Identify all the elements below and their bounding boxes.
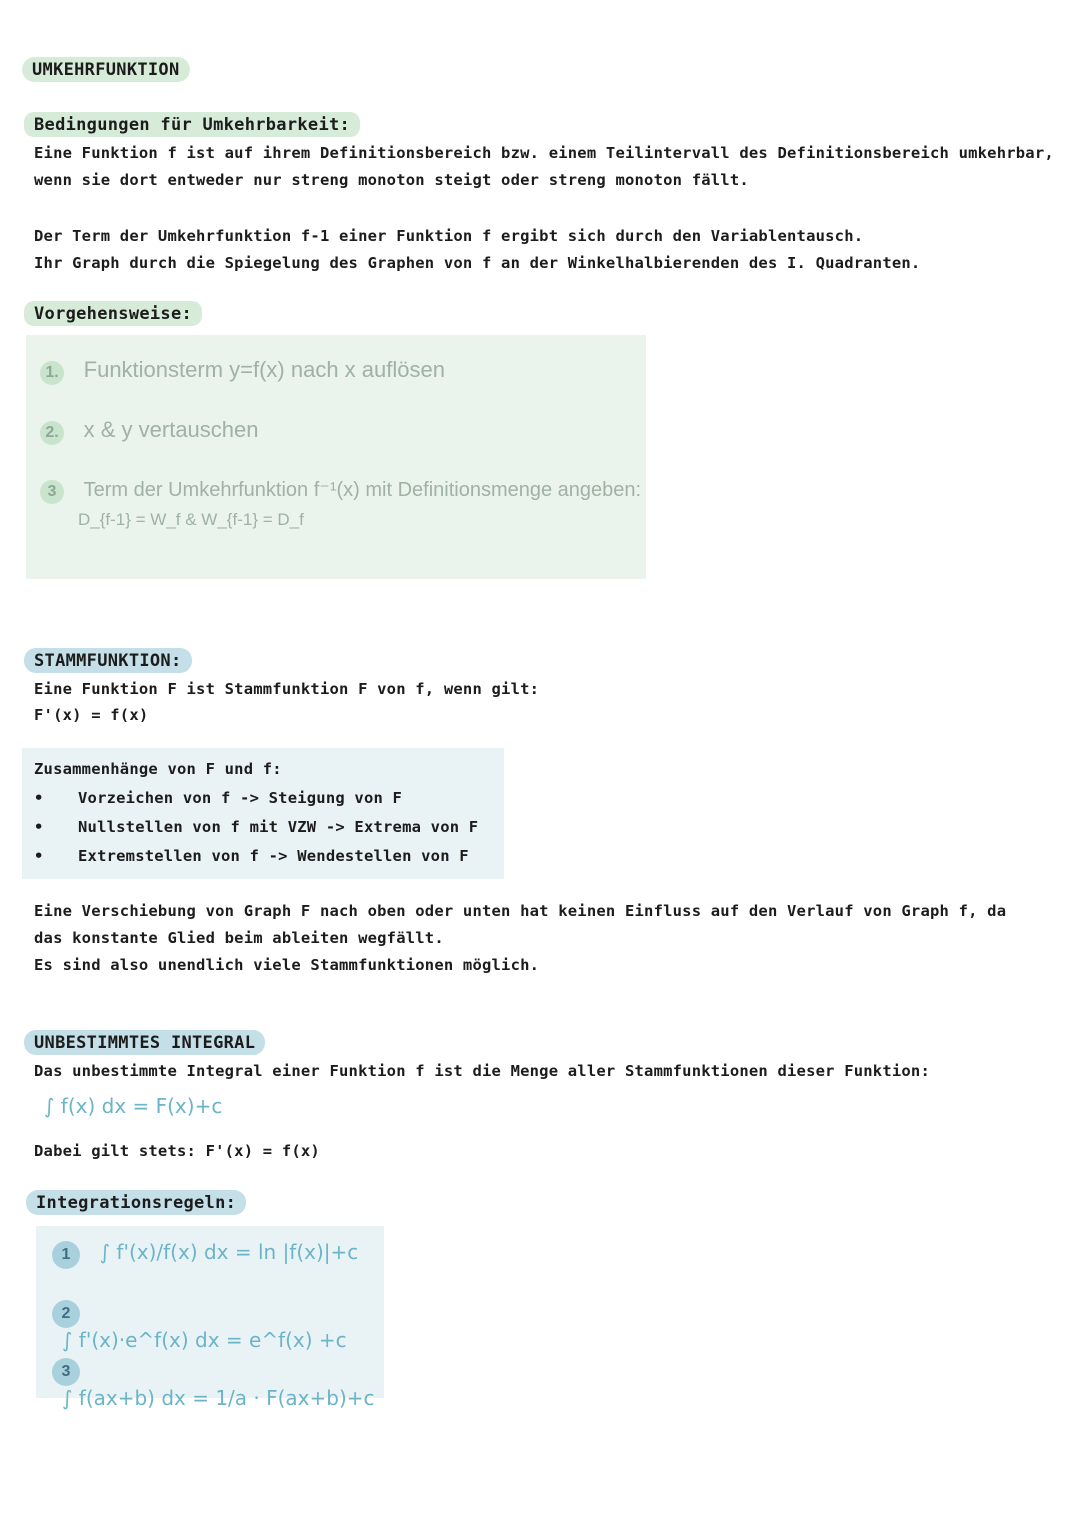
rule-number: 2 bbox=[52, 1300, 80, 1328]
text-line: Der Term der Umkehrfunktion f-1 einer Funktion f ergibt sich durch den Variablentausch. bbox=[34, 227, 864, 245]
step-number: 3 bbox=[40, 480, 64, 504]
text-line: Es sind also unendlich viele Stammfunktionen möglich. bbox=[34, 956, 540, 974]
rule-formula: ∫ f'(x)·e^f(x) dx = e^f(x) +c bbox=[62, 1328, 347, 1352]
relations-box bbox=[22, 748, 504, 879]
bullet-item: • Vorzeichen von f -> Steigung von F bbox=[34, 789, 403, 807]
text-line: Das unbestimmte Integral einer Funktion f ist die Menge aller Stammfunktionen dieser Funktion: bbox=[34, 1062, 930, 1080]
step-number: 1. bbox=[40, 361, 64, 385]
step-3-domain-note: D_{f-1} = W_f & W_{f-1} = D_f bbox=[78, 510, 304, 529]
text-line: wenn sie dort entweder nur streng monoton steigt oder streng monoton fällt. bbox=[34, 171, 749, 189]
step-3 bbox=[40, 477, 641, 504]
subheading-integrationsregeln: Integrationsregeln: bbox=[26, 1190, 246, 1215]
bullet-item: • Extremstellen von f -> Wendestellen von F bbox=[34, 847, 469, 865]
relations-heading: Zusammenhänge von F und f: bbox=[34, 760, 282, 778]
step-text: Term der Umkehrfunktion f⁻¹(x) mit Definitionsmenge angeben: bbox=[83, 479, 642, 501]
step-text: Funktionsterm y=f(x) nach x auflösen bbox=[83, 357, 445, 382]
subheading-bedingungen: Bedingungen für Umkehrbarkeit: bbox=[24, 112, 360, 137]
integral-formula: ∫ f(x) dx = F(x)+c bbox=[44, 1094, 223, 1118]
text-line: Eine Funktion f ist auf ihrem Definitionsbereich bzw. einem Teilintervall des Definitionsbereich umkehrbar, bbox=[34, 144, 1054, 162]
procedure-box bbox=[26, 335, 646, 579]
step-1 bbox=[40, 357, 445, 385]
text-line: F'(x) = f(x) bbox=[34, 706, 149, 724]
subheading-vorgehensweise: Vorgehensweise: bbox=[24, 301, 202, 326]
rule-1 bbox=[52, 1240, 358, 1269]
step-2 bbox=[40, 417, 259, 445]
text-line: Eine Verschiebung von Graph F nach oben oder unten hat keinen Einfluss auf den Verlauf von Graph f, da bbox=[34, 902, 1007, 920]
section-title-unbestimmtes-integral: UNBESTIMMTES INTEGRAL bbox=[24, 1030, 265, 1055]
step-number: 2. bbox=[40, 421, 64, 445]
text-line: Dabei gilt stets: F'(x) = f(x) bbox=[34, 1142, 320, 1160]
rule-2 bbox=[52, 1300, 384, 1352]
bullet-item: • Nullstellen von f mit VZW -> Extrema von F bbox=[34, 818, 479, 836]
rule-formula: ∫ f'(x)/f(x) dx = ln |f(x)|+c bbox=[99, 1240, 359, 1264]
rules-box bbox=[36, 1226, 384, 1410]
section-title-stammfunktion: STAMMFUNKTION: bbox=[24, 648, 192, 673]
text-line: das konstante Glied beim ableiten wegfällt. bbox=[34, 929, 444, 947]
text-line: Eine Funktion F ist Stammfunktion F von f, wenn gilt: bbox=[34, 680, 540, 698]
rule-number: 1 bbox=[52, 1241, 80, 1269]
step-text: x & y vertauschen bbox=[83, 417, 259, 442]
section-title-umkehrfunktion: UMKEHRFUNKTION bbox=[22, 57, 190, 82]
rule-3 bbox=[52, 1358, 384, 1410]
rule-formula: ∫ f(ax+b) dx = 1/a · F(ax+b)+c bbox=[62, 1386, 375, 1410]
text-line: Ihr Graph durch die Spiegelung des Graphen von f an der Winkelhalbierenden des I. Quadranten. bbox=[34, 254, 921, 272]
rule-number: 3 bbox=[52, 1358, 80, 1386]
